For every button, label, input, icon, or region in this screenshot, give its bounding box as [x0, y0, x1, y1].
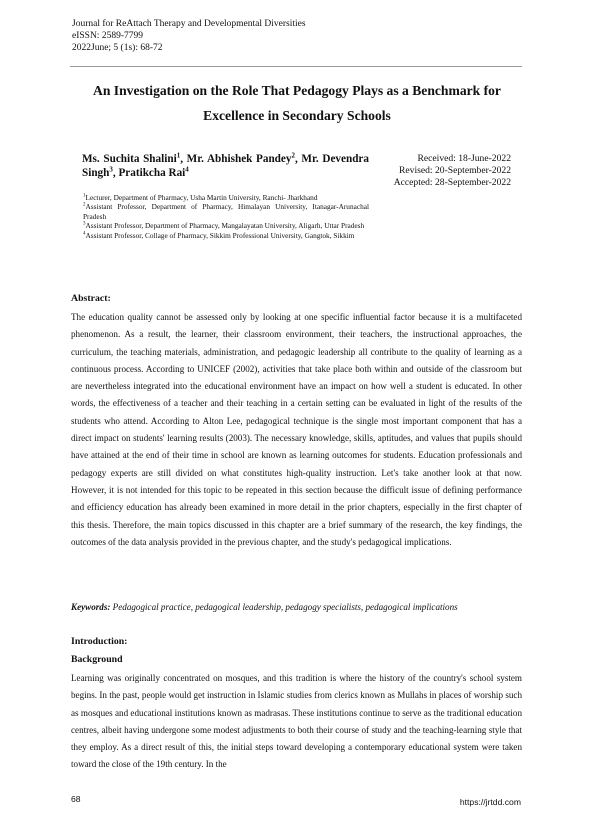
keywords-label: Keywords: [71, 602, 111, 612]
affiliation-4-text: Assistant Professor, Collage of Pharmacy, Sikkim Professional University, Gangtok, Sikkim [85, 230, 355, 240]
introduction-heading: Introduction: [71, 636, 128, 647]
abstract-heading: Abstract: [71, 293, 111, 304]
page-number: 68 [71, 794, 81, 804]
header-divider [70, 66, 522, 67]
affiliations [83, 193, 369, 240]
author-4-sup: 4 [185, 165, 189, 174]
journal-eissn: eISSN: 2589-7799 [72, 31, 143, 41]
affiliation-1-text: Lecturer, Department of Pharmacy, Usha Martin University, Ranchi- Jharkhand [85, 193, 318, 202]
author-3-sup: 3 [109, 165, 113, 174]
abstract-text: The education quality cannot be assessed only by looking at one specific influential factor because it is a multifaceted phenomenon. As a result, the learner, their classroom environment, their teachers, the instructional approaches, the curriculum, the teaching materials, administration, and pedagogic leadership all contribute to the quality of learning as a continuous process. According to UNICEF (2002), activities that take place both within and outside of the classroom but are nevertheless integrated into the educational environment have an impact on how well a student is educated. In other words, the effectiveness of a teacher and their teaching in a certain setting can be evaluated in light of the results of the students who attend. According to Alton Lee, pedagogical technique is the single most important component that has a direct impact on students' learning results (2003). The necessary knowledge, skills, aptitudes, and values that pupils should have attained at the end of their time in school are known as learning outcomes for students. Education professionals and pedagogy experts are still divided on what constitutes high-quality instruction. Let's take another look at that now. However, it is not intended for this topic to be repeated in this section because the difficult issue of defining performance and efficiency education has already been examined in more detail in the prior chapters, especially in the first chapter of this thesis. Therefore, the main topics discussed in this chapter are a brief summary of the research, the key findings, the outcomes of the data analysis provided in the previous chapter, and the study's pedagogical implications. [71, 312, 522, 547]
author-1-sup: 1 [176, 151, 181, 160]
date-revised: Revised: 20-September-2022 [399, 165, 511, 177]
journal-header [72, 18, 306, 54]
keywords [71, 602, 522, 612]
affiliation-2-sup: 2 [83, 202, 86, 208]
author-3: , Mr. Devendra Singh [82, 153, 369, 179]
affiliation-4-sup: 4 [83, 231, 86, 237]
journal-issue: 2022June; 5 (1s): 68-72 [72, 43, 163, 53]
author-2-sup: 2 [291, 151, 295, 160]
affiliation-1 [83, 193, 369, 202]
journal-name: Journal for ReAttach Therapy and Developmental Diversities [72, 19, 306, 29]
title-line-2: Excellence in Secondary Schools [203, 108, 391, 123]
submission-dates [394, 153, 511, 190]
date-accepted: Accepted: 28-September-2022 [393, 177, 511, 189]
affiliation-4 [83, 231, 369, 240]
author-list [82, 152, 369, 180]
author-1: Ms. Suchita Shalini [82, 153, 177, 165]
affiliation-3-sup: 3 [83, 221, 86, 227]
keywords-text: Pedagogical practice, pedagogical leadership, pedagogy specialists, pedagogical implications [110, 602, 458, 612]
paper-title [72, 78, 522, 128]
date-received: Received: 18-June-2022 [417, 153, 511, 164]
affiliation-3-text: Assistant Professor, Department of Pharmacy, Mangalayatan University, Aligarh, Uttar Pradesh [85, 221, 365, 231]
affiliation-3 [83, 221, 369, 230]
journal-url[interactable]: https://jrtdd.com [459, 797, 521, 807]
affiliation-2-text: Assistant Professor, Department of Pharmacy, Himalayan University, Itanagar-Arunachal Pradesh [83, 202, 369, 221]
introduction-text: Learning was originally concentrated on mosques, and this tradition is where the history of the country's school system begins. In the past, people would get instruction in Islamic studies from clerics known as Mullahs in places of worship such as mosques and educational institutions known as madrasas. These institutions continue to serve as the traditional education centres, albeit having undergone some modest adjustments to both their course of study and the teaching-learning style that they employ. As a direct result of this, the initial steps toward developing a contemporary educational system were taken toward the close of the 19th century. In the [71, 673, 522, 770]
affiliation-1-sup: 1 [83, 193, 86, 199]
author-2: , Mr. Abhishek Pandey [180, 153, 292, 165]
title-line-1: An Investigation on the Role That Pedagogy Plays as a Benchmark for [93, 83, 501, 98]
author-4: , Pratikcha Rai [112, 167, 186, 179]
affiliation-2 [83, 202, 369, 221]
background-heading: Background [71, 654, 123, 665]
